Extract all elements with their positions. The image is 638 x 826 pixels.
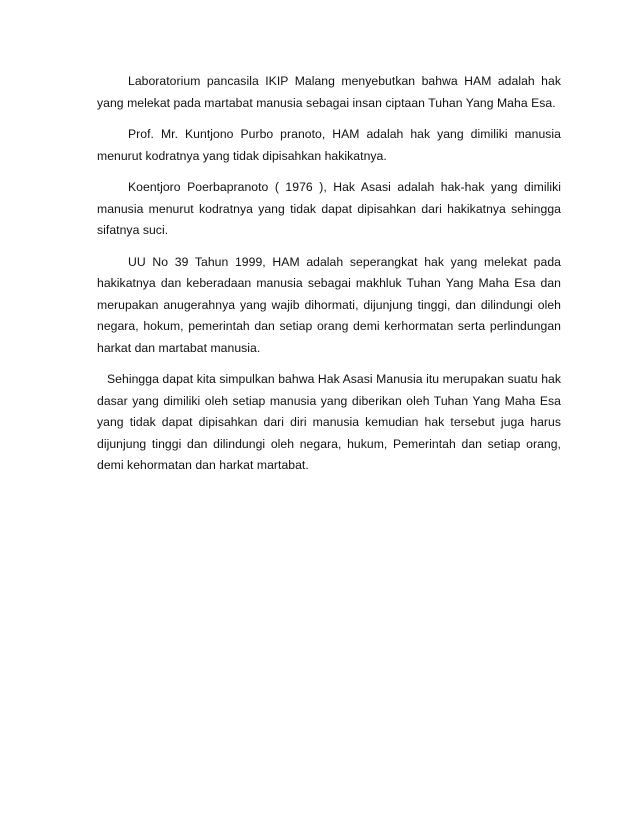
paragraph-uu-no-39: UU No 39 Tahun 1999, HAM adalah seperangkat hak yang melekat pada hakikatnya dan keberadaan manusia sebagai makhluk Tuhan Yang Maha Esa dan merupakan anugerahnya yang wajib dihormati, dijunjung tinggi, dan dilindungi oleh negara, hokum, pemerintah dan setiap orang demi kerhormatan serta perlindungan harkat dan martabat manusia.	[97, 254, 561, 355]
paragraph-laboratorium-pancasila: Laboratorium pancasila IKIP Malang menyebutkan bahwa HAM adalah hak yang melekat pada martabat manusia sebagai insan ciptaan Tuhan Yang Maha Esa.	[97, 74, 561, 110]
document-page	[97, 71, 561, 487]
paragraph-kuntjono-purbo-pranoto: Prof. Mr. Kuntjono Purbo pranoto, HAM adalah hak yang dimiliki manusia menurut kodratnya yang tidak dipisahkan hakikatnya.	[97, 127, 561, 163]
paragraph-conclusion: Sehingga dapat kita simpulkan bahwa Hak Asasi Manusia itu merupakan suatu hak dasar yang dimiliki oleh setiap manusia yang diberikan oleh Tuhan Yang Maha Esa yang tidak dapat dipisahkan dari diri manusia kemudian hak tersebut juga harus dijunjung tinggi dan dilindungi oleh negara, hukum, Pemerintah dan setiap orang, demi kehormatan dan harkat martabat.	[97, 372, 561, 472]
paragraph-koentjoro-poerbapranoto: Koentjoro Poerbapranoto ( 1976 ), Hak Asasi adalah hak-hak yang dimiliki manusia menurut kodratnya yang tidak dapat dipisahkan dari hakikatnya sehingga sifatnya suci.	[97, 180, 561, 237]
